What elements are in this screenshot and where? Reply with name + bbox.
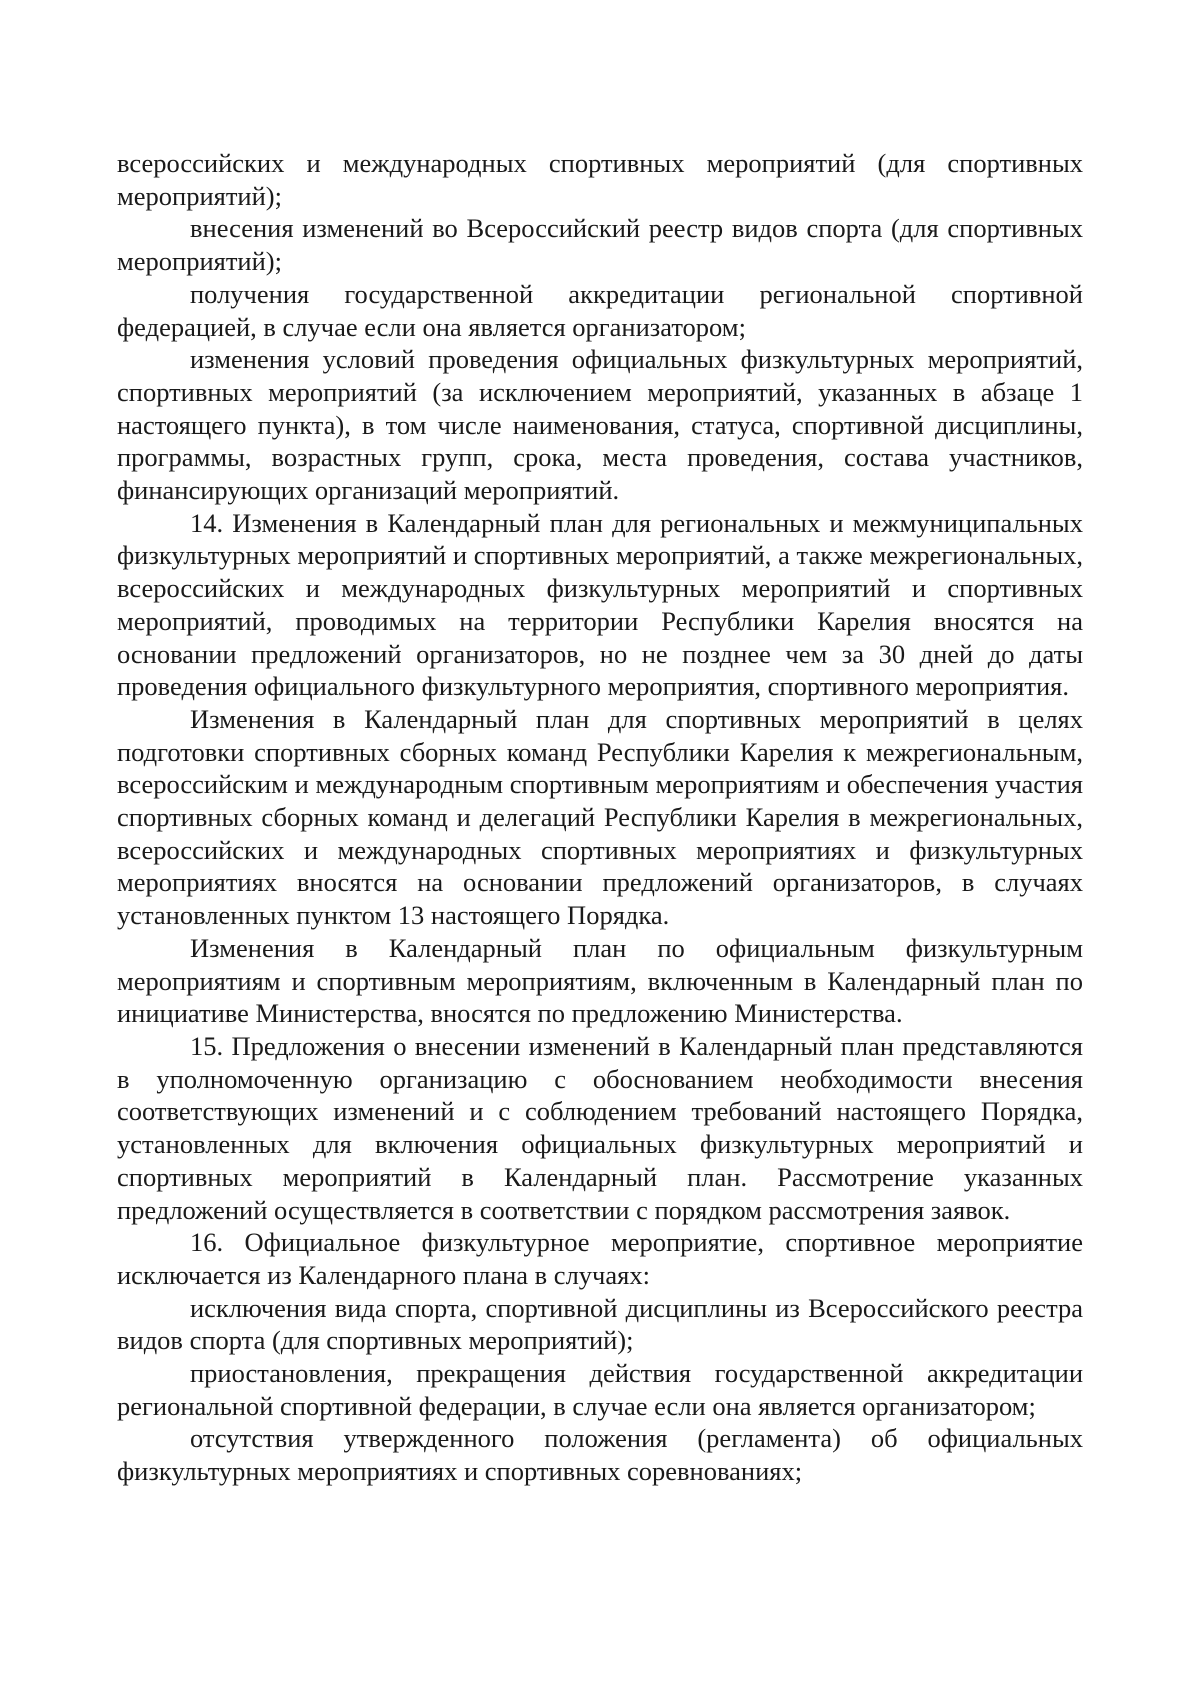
paragraph-national-teams: Изменения в Календарный план для спортивных мероприятий в целях подготовки спортивных сборных команд Республики Карелия к межрегиональным, всероссийским и международным спортивным мероприятиям и обеспечения участия спортивных сборных команд и делегаций Республики Карелия в межрегиональных, всероссийских и международных спортивных мероприятиях и физкультурных мероприятиях вносятся на основании предложений организаторов, в случаях установленных пунктом 13 настоящего Порядка. (117, 703, 1083, 931)
paragraph-continuation: всероссийских и международных спортивных мероприятий (для спортивных мероприятий); (117, 148, 1083, 211)
paragraph-no-regulation: отсутствия утвержденного положения (регламента) об официальных физкультурных мероприятиях и спортивных соревнованиях; (117, 1423, 1083, 1487)
paragraph-accreditation-suspension: приостановления, прекращения действия государственной аккредитации региональной спортивной федерации, в случае если она является организатором; (117, 1358, 1083, 1421)
paragraph-item-15: 15. Предложения о внесении изменений в Календарный план представляются в уполномоченную организацию с обоснованием необходимости внесения соответствующих изменений и с соблюдением требований настоящего Порядка, установленных для включения официальных физкультурных мероприятий и спортивных мероприятий в Календарный план. Рассмотрение указанных предложений осуществляется в соответствии с порядком рассмотрения заявок. (117, 1030, 1083, 1225)
paragraph-conditions-change: изменения условий проведения официальных физкультурных мероприятий, спортивных мероприятий (за исключением мероприятий, указанных в абзаце 1 настоящего пункта), в том числе наименования, статуса, спортивной дисциплины, программы, возрастных групп, срока, места проведения, состава участников, финансирующих организаций мероприятий. (117, 344, 1083, 506)
paragraph-ministry-initiative: Изменения в Календарный план по официальным физкультурным мероприятиям и спортивным мероприятиям, включенным в Календарный план по инициативе Министерства, вносятся по предложению Министерства. (117, 932, 1083, 1029)
paragraph-item-14: 14. Изменения в Календарный план для региональных и межмуниципальных физкультурных мероприятий и спортивных мероприятий, а также межрегиональных, всероссийских и международных физкультурных мероприятий и спортивных мероприятий, проводимых на территории Республики Карелия вносятся на основании предложений организаторов, но не позднее чем за 30 дней до даты проведения официального физкультурного мероприятия, спортивного мероприятия. (117, 507, 1083, 702)
paragraph-register-changes: внесения изменений во Всероссийский реестр видов спорта (для спортивных мероприятий); (117, 213, 1083, 277)
document-page (117, 147, 1083, 1488)
paragraph-sport-exclusion: исключения вида спорта, спортивной дисциплины из Всероссийского реестра видов спорта (для спортивных мероприятий); (117, 1292, 1083, 1356)
paragraph-accreditation: получения государственной аккредитации региональной спортивной федерацией, в случае если она является организатором; (117, 278, 1083, 342)
paragraph-item-16: 16. Официальное физкультурное мероприятие, спортивное мероприятие исключается из Календарного плана в случаях: (117, 1227, 1083, 1290)
